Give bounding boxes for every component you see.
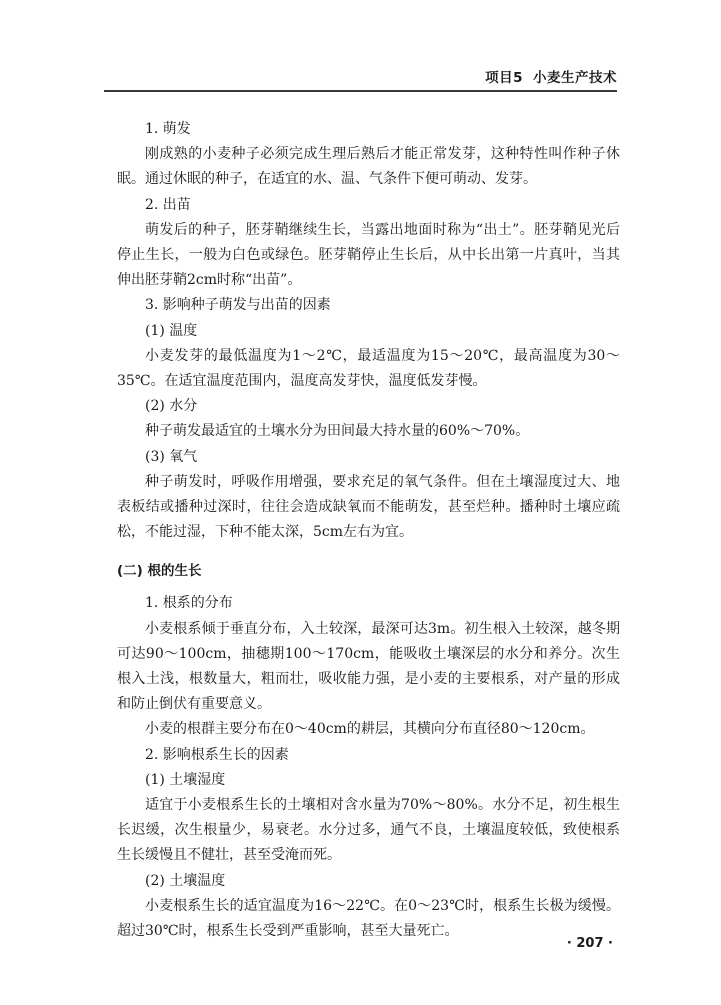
running-header <box>104 58 617 92</box>
subheading: (3) 氧气 <box>145 448 198 465</box>
subheading: 3. 影响种子萌发与出苗的因素 <box>145 297 331 314</box>
page-number: · 207 · <box>566 936 613 951</box>
paragraph: 刚成熟的小麦种子必须完成生理后熟后才能正常发芽，这种特性叫作种子休眠。通过休眠的种子，在适宜的水、温、气条件下便可萌动、发芽。 <box>117 146 620 188</box>
section-germination <box>117 117 620 545</box>
paragraph: 小麦根系倾于垂直分布，入土较深，最深可达3m。初生根入土较深，越冬期可达90～100cm，抽穗期100～170cm，能吸收土壤深层的水分和养分。次生根入土浅，根数量大，粗而壮，吸收能力强，是小麦的主要根系，对产量的形成和防止倒伏有重要意义。 <box>117 620 620 713</box>
subheading: 1. 根系的分布 <box>145 595 233 612</box>
header-title: 小麦生产技术 <box>533 70 617 86</box>
subheading: 2. 影响根系生长的因素 <box>145 746 289 763</box>
subheading: (2) 水分 <box>145 398 198 415</box>
paragraph: 小麦的根群主要分布在0～40cm的耕层，其横向分布直径80～120cm。 <box>145 721 595 738</box>
subheading: 1. 萌发 <box>145 121 191 137</box>
paragraph: 种子萌发最适宜的土壤水分为田间最大持水量的60%～70%。 <box>145 423 530 440</box>
subheading: (2) 土壤温度 <box>145 872 226 889</box>
subheading: (1) 温度 <box>145 322 198 339</box>
subheading: 2. 出苗 <box>145 196 191 213</box>
section-root-growth <box>117 591 620 944</box>
header-text <box>485 66 617 86</box>
header-project: 项目5 <box>485 70 523 86</box>
paragraph: 适宜于小麦根系生长的土壤相对含水量为70%～80%。水分不足，初生根生长迟缓，次生根量少，易衰老。水分过多，通气不良，土壤温度较低，致使根系生长缓慢且不健壮，甚至受淹而死。 <box>117 797 620 864</box>
paragraph: 种子萌发时，呼吸作用增强，要求充足的氧气条件。但在土壤湿度过大、地表板结或播种过深时，往往会造成缺氧而不能萌发，甚至烂种。播种时土壤应疏松，不能过湿，下种不能太深，5cm左右为宜。 <box>117 473 620 541</box>
paragraph: 小麦发芽的最低温度为1～2℃，最适温度为15～20℃，最高温度为30～35℃。在适宜温度范围内，温度高发芽快，温度低发芽慢。 <box>117 347 620 390</box>
paragraph: 小麦根系生长的适宜温度为16～22℃。在0～23℃时，根系生长极为缓慢。超过30℃时，根系生长受到严重影响，甚至大量死亡。 <box>117 897 620 940</box>
subheading: (1) 土壤湿度 <box>145 771 226 788</box>
section-heading-root-growth: (二) 根的生长 <box>117 563 202 580</box>
page-body <box>117 117 620 944</box>
paragraph: 萌发后的种子，胚芽鞘继续生长，当露出地面时称为“出土”。胚芽鞘见光后停止生长，一般为白色或绿色。胚芽鞘停止生长后，从中长出第一片真叶，当其伸出胚芽鞘2cm时称“出苗”。 <box>117 221 620 289</box>
